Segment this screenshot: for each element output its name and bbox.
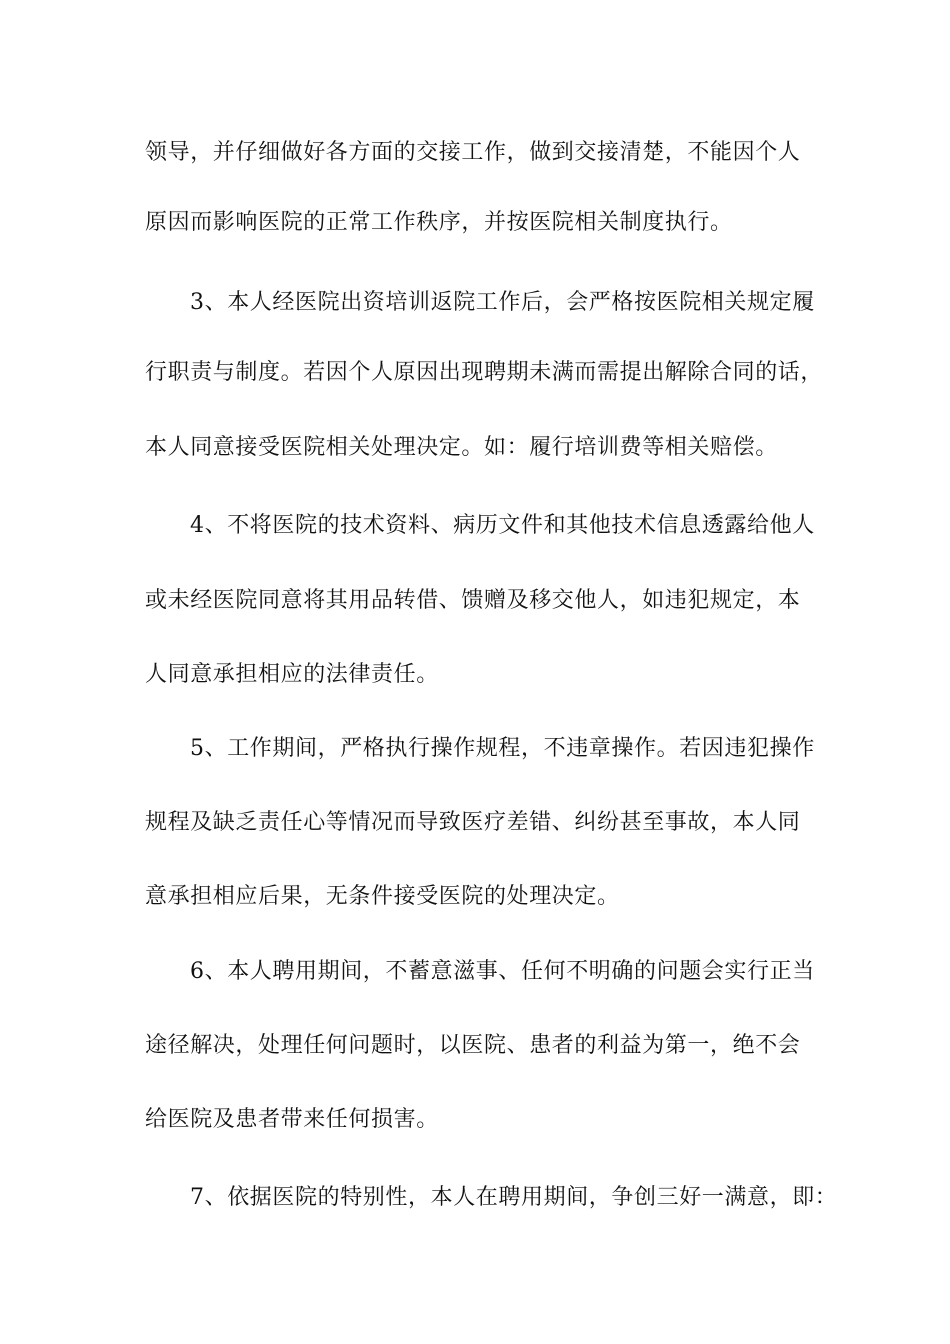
text-line: 规程及缺乏责任心等情况而导致医疗差错、纠纷甚至事故，本人同 [145, 810, 801, 835]
text-line: 人同意承担相应的法律责任。 [145, 662, 439, 687]
text-line: 给医院及患者带来任何损害。 [145, 1107, 439, 1132]
text-line: 途径解决，处理任何问题时，以医院、患者的利益为第一，绝不会 [145, 1033, 801, 1058]
text-line: 原因而影响医院的正常工作秩序，并按医院相关制度执行。 [145, 210, 733, 235]
text-line: 行职责与制度。若因个人原因出现聘期未满而需提出解除合同的话， [145, 360, 824, 385]
text-line: 领导，并仔细做好各方面的交接工作，做到交接清楚，不能因个人 [145, 140, 801, 165]
paragraph-4-start: 4、不将医院的技术资料、病历文件和其他技术信息透露给他人 [190, 513, 815, 538]
paragraph-6-start: 6、本人聘用期间，不蓄意滋事、任何不明确的问题会实行正当 [190, 959, 815, 984]
paragraph-5-start: 5、工作期间，严格执行操作规程，不违章操作。若因违犯操作 [190, 736, 815, 761]
text-line: 意承担相应后果，无条件接受医院的处理决定。 [145, 884, 620, 909]
text-line: 或未经医院同意将其用品转借、馈赠及移交他人，如违犯规定，本 [145, 588, 801, 613]
paragraph-3-start: 3、本人经医院出资培训返院工作后，会严格按医院相关规定履 [190, 290, 815, 315]
text-line: 本人同意接受医院相关处理决定。如：履行培训费等相关赔偿。 [145, 435, 778, 460]
paragraph-7-start: 7、依据医院的特别性，本人在聘用期间，争创三好一满意，即： [190, 1185, 838, 1210]
